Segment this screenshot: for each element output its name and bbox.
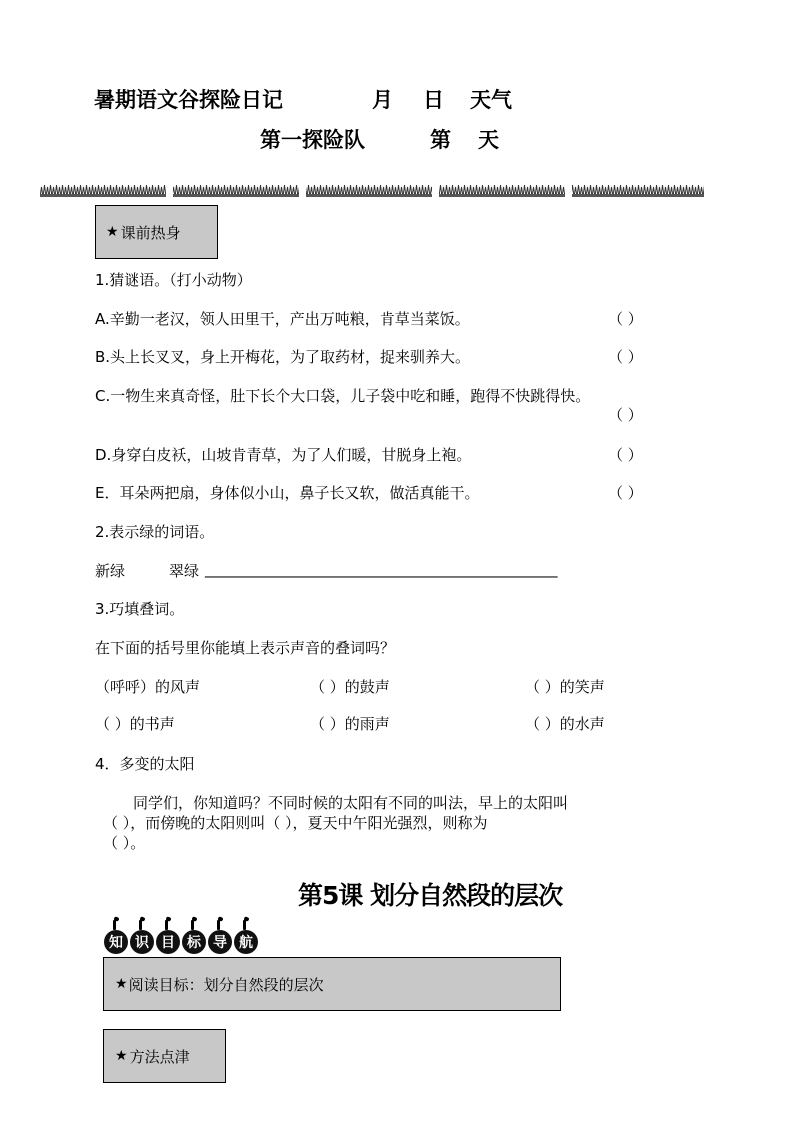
q2-example-1: 新绿 [95,562,126,580]
q4-title: 4．多变的太阳 [95,755,195,773]
q4-line-2: （ ），而傍晚的太阳则叫（ ），夏天中午阳光强烈，则称为 [103,814,488,832]
q3-item: （ ）的鼓声 [310,678,390,696]
grass-divider [40,183,704,197]
star-icon: ★ [115,976,128,992]
knowledge-goal-badges [104,920,258,954]
reading-goal-text: 阅读目标：划分自然段的层次 [128,975,324,994]
badge-char: 知 [104,930,128,954]
riddle-e-answer: （ ） [608,484,643,502]
q3-item: （ ）的书声 [95,715,175,733]
riddle-d-text: D.身穿白皮袄，山坡肯青草，为了人们暖，甘脱身上袍。 [95,446,472,464]
bomb-icon [182,920,206,954]
q2-title: 2.表示绿的词语。 [95,523,215,541]
lesson-title: 第5课 划分自然段的层次 [298,881,563,910]
bomb-icon [234,920,258,954]
badge-char: 航 [234,930,258,954]
method-label: 方法点津 [129,1047,190,1066]
weather-label: 天气 [470,88,512,112]
day-label: 日 [423,88,444,112]
day-count-prefix: 第 [430,128,451,152]
q3-item: （ ）的笑声 [525,678,605,696]
riddle-b-answer: （ ） [608,348,643,366]
badge-char: 识 [130,930,154,954]
warmup-box [95,205,218,259]
diary-title: 暑期语文谷探险日记 [94,88,283,112]
bomb-icon [130,920,154,954]
riddle-a-answer: （ ） [608,310,643,328]
q3-item: （ ）的水声 [525,715,605,733]
method-box [103,1029,226,1083]
q2-answer-blank: _______________________________________________ [205,560,558,578]
q4-line-3: （ ）。 [103,834,146,852]
bomb-icon [104,920,128,954]
bomb-icon [156,920,180,954]
reading-goal-box [103,957,561,1011]
star-icon: ★ [115,1048,128,1064]
q3-prompt: 在下面的括号里你能填上表示声音的叠词吗？ [95,639,396,657]
riddle-e-text: E．耳朵两把扇，身体似小山，鼻子长又软，做活真能干。 [95,484,480,502]
q2-example-2: 翠绿 [169,562,200,580]
month-label: 月 [372,88,393,112]
bomb-icon [208,920,232,954]
riddle-a-text: A.辛勤一老汉，领人田里干，产出万吨粮，肯草当菜饭。 [95,310,470,328]
badge-char: 标 [182,930,206,954]
riddle-c-text: C.一物生来真奇怪，肚下长个大口袋，儿子袋中吃和睡，跑得不快跳得快。 [95,387,591,405]
badge-char: 导 [208,930,232,954]
riddle-d-answer: （ ） [608,446,643,464]
q3-item: （呼呼）的风声 [95,678,201,696]
warmup-label: 课前热身 [120,223,181,242]
badge-char: 目 [156,930,180,954]
riddle-c-answer: （ ） [608,406,643,424]
q4-line-1: 同学们，你知道吗？不同时候的太阳有不同的叫法，早上的太阳叫 [133,794,569,812]
q3-title: 3.巧填叠词。 [95,600,185,618]
team-label: 第一探险队 [260,128,365,152]
q1-title: 1.猜谜语。（打小动物） [95,271,252,289]
day-count-suffix: 天 [478,128,499,152]
riddle-b-text: B.头上长叉叉，身上开梅花，为了取药材，捉来驯养大。 [95,348,471,366]
star-icon: ★ [106,224,119,240]
q3-item: （ ）的雨声 [310,715,390,733]
